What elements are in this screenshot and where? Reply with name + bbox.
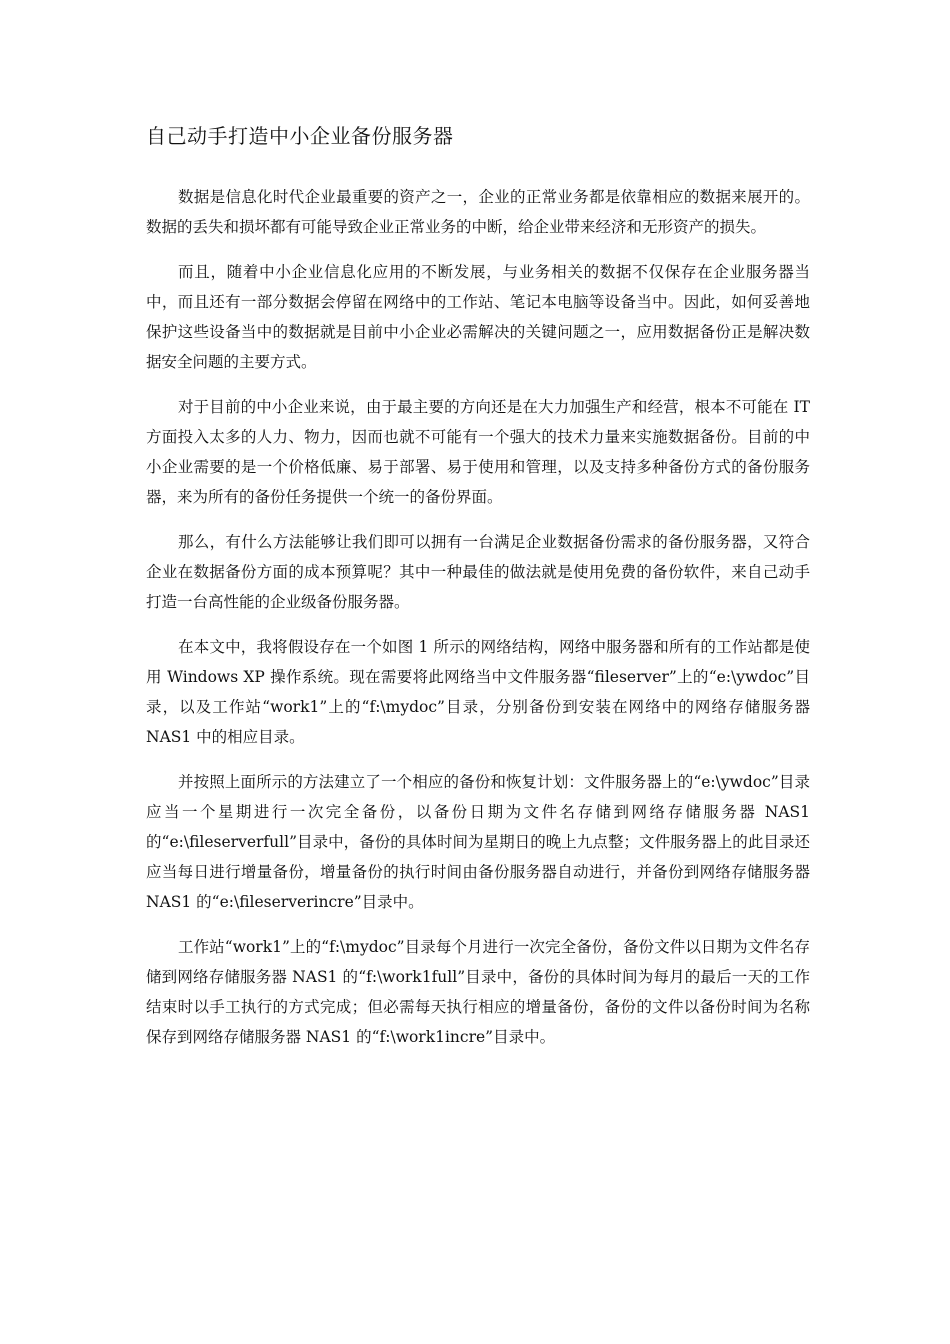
paragraph-5: 在本文中，我将假设存在一个如图 1 所示的网络结构，网络中服务器和所有的工作站都是使用 Windows XP 操作系统。现在需要将此网络当中文件服务器“fileserver”上的“e:\ywdoc”目录，以及工作站“work1”上的“f:\mydoc”目录，分别备份到安装在网络中的网络存储服务器 NAS1 中的相应目录。 xyxy=(146,638,810,746)
paragraph-7: 工作站“work1”上的“f:\mydoc”目录每个月进行一次完全备份，备份文件以日期为文件名存储到网络存储服务器 NAS1 的“f:\work1full”目录中，备份的具体时间为每月的最后一天的工作结束时以手工执行的方式完成；但必需每天执行相应的增量备份，备份的文件以备份时间为名称保存到网络存储服务器 NAS1 的“f:\work1incre”目录中。 xyxy=(146,938,810,1046)
paragraph-4: 那么，有什么方法能够让我们即可以拥有一台满足企业数据备份需求的备份服务器，又符合企业在数据备份方面的成本预算呢？其中一种最佳的做法就是使用免费的备份软件，来自己动手打造一台高性能的企业级备份服务器。 xyxy=(146,533,810,611)
paragraph-1: 数据是信息化时代企业最重要的资产之一，企业的正常业务都是依靠相应的数据来展开的。数据的丢失和损坏都有可能导致企业正常业务的中断，给企业带来经济和无形资产的损失。 xyxy=(146,188,810,236)
document-title: 自己动手打造中小企业备份服务器 xyxy=(146,124,454,148)
paragraph-2: 而且，随着中小企业信息化应用的不断发展，与业务相关的数据不仅保存在企业服务器当中，而且还有一部分数据会停留在网络中的工作站、笔记本电脑等设备当中。因此，如何妥善地保护这些设备当中的数据就是目前中小企业必需解决的关键问题之一，应用数据备份正是解决数据安全问题的主要方式。 xyxy=(146,263,810,371)
paragraph-3: 对于目前的中小企业来说，由于最主要的方向还是在大力加强生产和经营，根本不可能在 IT 方面投入太多的人力、物力，因而也就不可能有一个强大的技术力量来实施数据备份。目前的中小企业需要的是一个价格低廉、易于部署、易于使用和管理，以及支持多种备份方式的备份服务器，来为所有的备份任务提供一个统一的备份界面。 xyxy=(146,398,810,506)
paragraph-6: 并按照上面所示的方法建立了一个相应的备份和恢复计划：文件服务器上的“e:\ywdoc”目录应当一个星期进行一次完全备份，以备份日期为文件名存储到网络存储服务器 NAS1 的“e:\fileserverfull”目录中，备份的具体时间为星期日的晚上九点整；文件服务器上的此目录还应当每日进行增量备份，增量备份的执行时间由备份服务器自动进行，并备份到网络存储服务器 NAS1 的“e:\fileserverincre”目录中。 xyxy=(146,773,810,911)
document-body xyxy=(146,182,810,1067)
